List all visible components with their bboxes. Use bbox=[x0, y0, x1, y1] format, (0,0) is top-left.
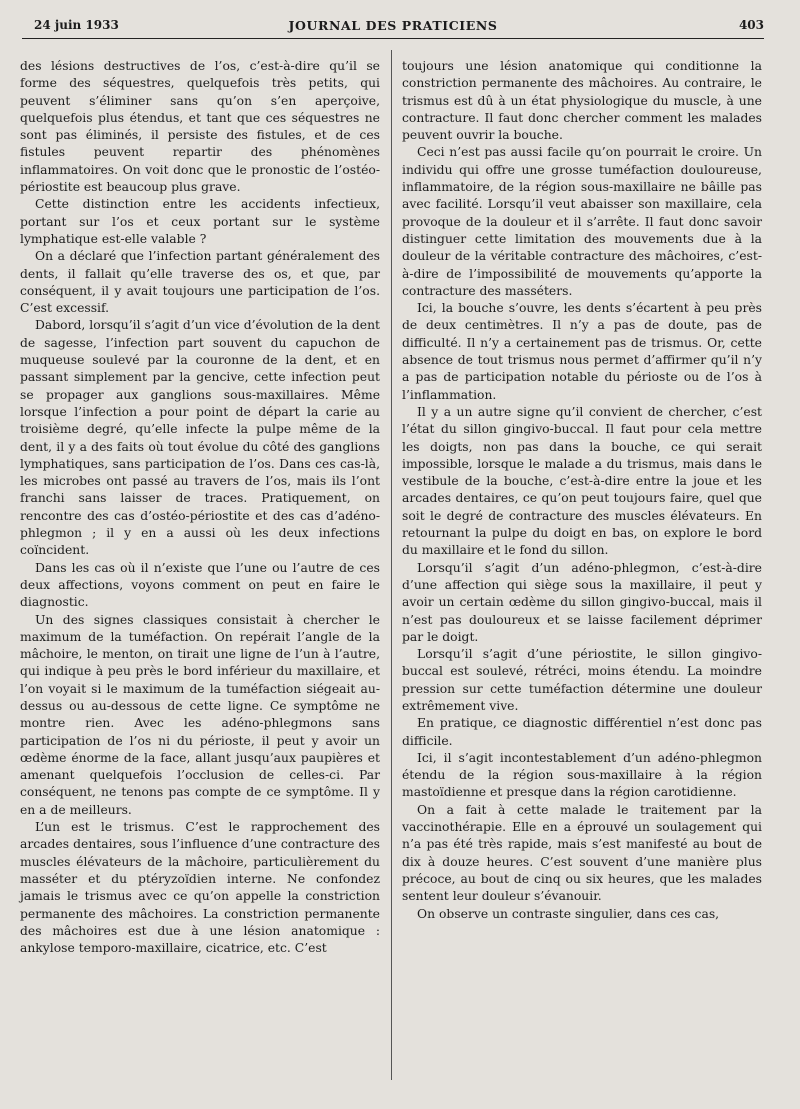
paragraph: Cette distinction entre les accidents infectieux, portant sur l’os et ceux portant sur le système lymphatique est-elle valable ? bbox=[20, 197, 380, 246]
page-number: 403 bbox=[738, 18, 764, 32]
running-header bbox=[22, 18, 764, 38]
right-column bbox=[402, 58, 762, 923]
paragraph: Ici, il s’agit incontestablement d’un adéno-phlegmon étendu de la région sous-maxillaire à la région mastoïdienne et presque dans la région carotidienne. bbox=[402, 750, 762, 800]
paragraph: En pratique, ce diagnostic différentiel n’est donc pas difficile. bbox=[402, 716, 762, 748]
paragraph: Lorsqu’il s’agit d’une périostite, le sillon gingivo-buccal est soulevé, rétréci, moins étendu. La moindre pression sur cette tuméfaction détermine une douleur extrêmement vive. bbox=[402, 647, 762, 713]
column-divider bbox=[391, 50, 392, 1080]
paragraph: Il y a un autre signe qu’il convient de chercher, c’est l’état du sillon gingivo-buccal. Il faut pour cela mettre les doigts, non pas dans la bouche, ce qui serait impossible, lorsque le malade a du trismus, mais dans le vestibule de la bouche, c’est-à-dire entre la joue et les arcades dentaires, ce qu’on peut toujours faire, quel que soit le degré de contracture des muscles élévateurs. En retournant la pulpe du doigt en bas, on explore le bord du maxillaire et le fond du sillon. bbox=[402, 404, 762, 558]
journal-title: JOURNAL DES PRATICIENS bbox=[288, 18, 498, 33]
paragraph: Ici, la bouche s’ouvre, les dents s’écartent à peu près de deux centimètres. Il n’y a pas de doute, pas de difficulté. Il n’y a certainement pas de trismus. Or, cette absence de tout trismus nous permet d’affirmer qu’il n’y a pas de participation notable du périoste ou de l’os à l’inflammation. bbox=[402, 301, 762, 402]
paragraph: L’un est le trismus. C’est le rapprochement des arcades dentaires, sous l’influence d’une contracture des muscles élévateurs de la mâchoire, particulièrement du masséter et du ptéryzoïdien interne. Ne confondez jamais le trismus avec ce qu’on appelle la constriction permanente des mâchoires. La constriction permanente des mâchoires est due à une lésion anatomique : ankylose temporo-maxillaire, cicatrice, etc. C’est bbox=[20, 820, 380, 956]
paragraph: On a fait à cette malade le traitement par la vaccinothérapie. Elle en a éprouvé un soulagement qui n’a pas été très rapide, mais s’est manifesté au bout de dix à douze heures. C’est souvent d’une manière plus précoce, au bout de cinq ou six heures, que les malades sentent leur douleur s’évanouir. bbox=[402, 802, 762, 904]
paragraph: Dabord, lorsqu’il s’agit d’un vice d’évolution de la dent de sagesse, l’infection part souvent du capuchon de muqueuse soulevé par la couronne de la dent, et en passant simplement par la gencive, cette infection peut se propager aux ganglions sous-maxillaires. Même lorsque l’infection a pour point de départ la carie au troisième degré, qu’elle infecte la pulpe même de la dent, il y a des faits où tout évolue du côté des ganglions lymphatiques, sans participation de l’os. Dans ces cas-là, les microbes ont passé au travers de l’os, mais ils l’ont franchi sans laisser de traces. Pratiquement, on rencontre des cas d’ostéo-périostite et des cas d’adéno-phlegmon ; il y en a aussi où les deux infections coïncident. bbox=[20, 318, 380, 558]
paragraph: Lorsqu’il s’agit d’un adéno-phlegmon, c’est-à-dire d’une affection qui siège sous la maxillaire, il peut y avoir un certain œdème du sillon gingivo-buccal, mais il n’est pas douloureux et se laisse facilement déprimer par le doigt. bbox=[402, 560, 762, 644]
paragraph: On a déclaré que l’infection partant généralement des dents, il fallait qu’elle traverse des os, et que, par conséquent, il y avait toujours une participation de l’os. C’est excessif. bbox=[20, 249, 380, 316]
left-column bbox=[20, 58, 380, 957]
paragraph: toujours une lésion anatomique qui conditionne la constriction permanente des mâchoires. Au contraire, le trismus est dû à un état physiologique du muscle, à une contracture. Il faut donc chercher comment les malades peuvent ouvrir la bouche. bbox=[402, 59, 762, 143]
paragraph: Un des signes classiques consistait à chercher le maximum de la tuméfaction. On repérait l’angle de la mâchoire, le menton, on tirait une ligne de l’un à l’autre, qui indique à peu près le bord inférieur du maxillaire, et l’on voyait si le maximum de la tuméfaction siégeait au-dessus ou au-dessous de cette ligne. Ce symptôme ne montre rien. Avec les adéno-phlegmons sans participation de l’os ni du périoste, il peut y avoir un œdème énorme de la face, allant jusqu’aux paupières et amenant quelquefois l’occlusion de celles-ci. Par conséquent, ne tenons pas compte de ce symptôme. Il y en a de meilleurs. bbox=[20, 612, 380, 817]
issue-date: 24 juin 1933 bbox=[34, 18, 119, 32]
paragraph: Dans les cas où il n’existe que l’une ou l’autre de ces deux affections, voyons comment on peut en faire le diagnostic. bbox=[20, 560, 380, 610]
paragraph: On observe un contraste singulier, dans ces cas, bbox=[417, 906, 720, 921]
header-rule bbox=[22, 38, 764, 39]
paragraph: des lésions destructives de l’os, c’est-à-dire qu’il se forme des séquestres, quelquefois très petits, qui peuvent s’éliminer sans qu’on s’en aperçoive, quelquefois plus étendus, et tant que ces séquestres ne sont pas éliminés, il persiste des fistules, et de ces fistules peuvent repartir des phénomènes inflammatoires. On voit donc que le pronostic de l’ostéo-périostite est beaucoup plus grave. bbox=[20, 59, 380, 195]
paragraph: Ceci n’est pas aussi facile qu’on pourrait le croire. Un individu qui offre une grosse tuméfaction douloureuse, inflammatoire, de la région sous-maxillaire ne bâille pas avec facilité. Lorsqu’il veut abaisser son maxillaire, cela provoque de la douleur et il s’arrête. Il faut donc savoir distinguer cette limitation des mouvements due à la douleur de la véritable contracture des mâchoires, c’est-à-dire de l’impossibilité de mouvements qu’apporte la contracture des masséters. bbox=[402, 145, 762, 298]
